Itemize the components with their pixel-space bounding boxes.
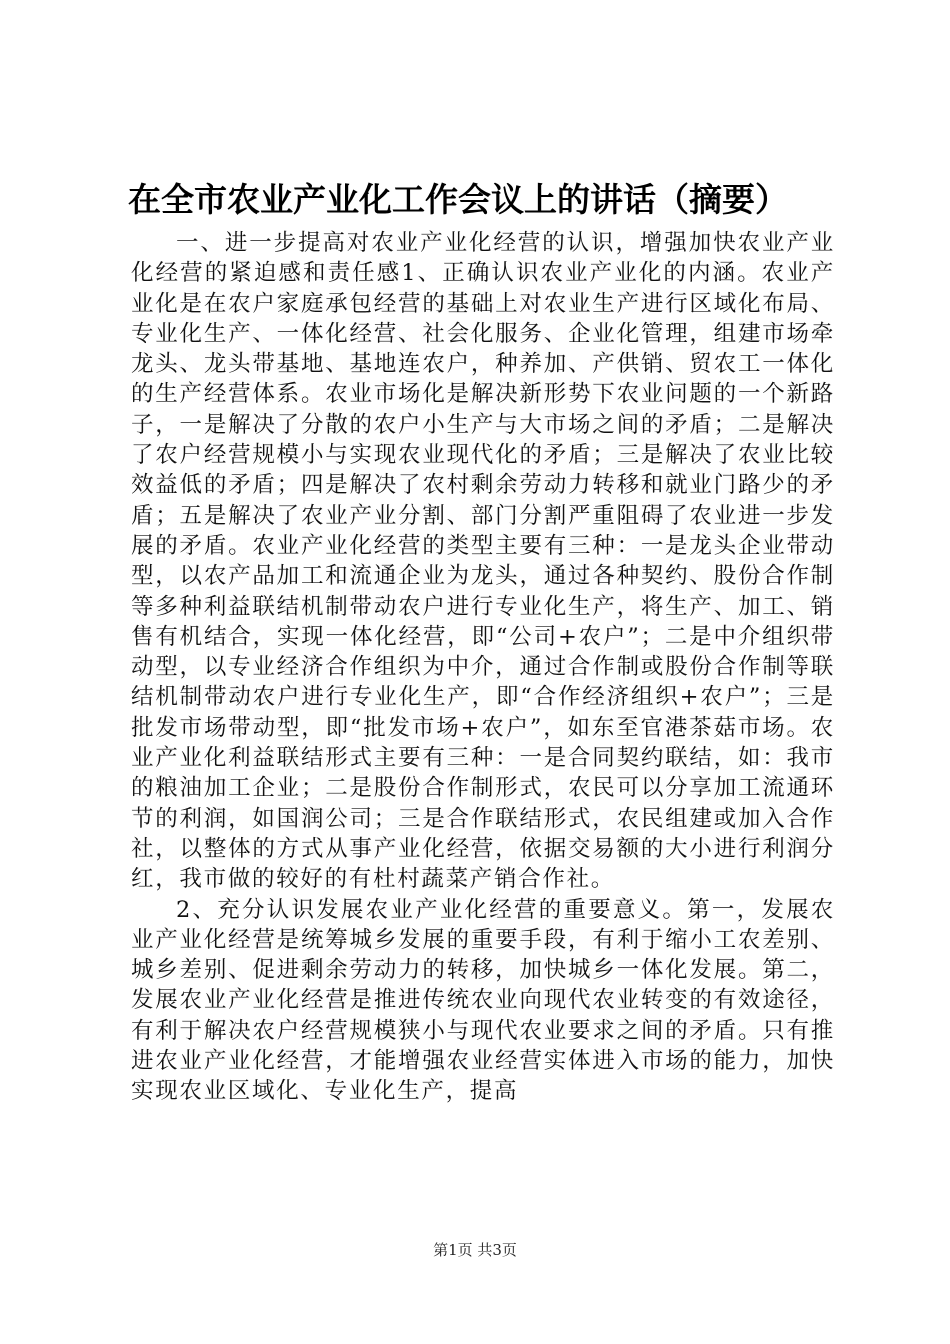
page-title: 在全市农业产业化工作会议上的讲话（摘要）: [128, 180, 788, 219]
page-number-footer: 第1页 共3页: [433, 1241, 517, 1259]
paragraph-1: 一、进一步提高对农业产业化经营的认识，增强加快农业产业化经营的紧迫感和责任感1、正确认识农业产业化的内涵。农业产业化是在农户家庭承包经营的基础上对农业生产进行区域化布局、专业化生产、一体化经营、社会化服务、企业化管理，组建市场牵龙头、龙头带基地、基地连农户，种养加、产供销、贸农工一体化的生产经营体系。农业市场化是解决新形势下农业问题的一个新路子，一是解决了分散的农户小生产与大市场之间的矛盾；二是解决了农户经营规模小与实现农业现代化的矛盾；三是解决了农业比较效益低的矛盾；四是解决了农村剩余劳动力转移和就业门路少的矛盾；五是解决了农业产业分割、部门分割严重阻碍了农业进一步发展的矛盾。农业产业化经营的类型主要有三种：一是龙头企业带动型，以农产品加工和流通企业为龙头，通过各种契约、股份合作制等多种利益联结机制带动农户进行专业化生产，将生产、加工、销售有机结合，实现一体化经营，即“公司+农户”；二是中介组织带动型，以专业经济合作组织为中介，通过合作制或股份合作制等联结机制带动农户进行专业化生产，即“合作经济组织+农户”；三是批发市场带动型，即“批发市场+农户”，如东至官港茶菇市场。农业产业化利益联结形式主要有三种：一是合同契约联结，如：我市的粮油加工企业；二是股份合作制形式，农民可以分享加工流通环节的利润，如国润公司；三是合作联结形式，农民组建或加入合作社，以整体的方式从事产业化经营，依据交易额的大小进行利润分红，我市做的较好的有杜村蔬菜产销合作社。: [131, 230, 835, 893]
paragraph-2: 2、充分认识发展农业产业化经营的重要意义。第一，发展农业产业化经营是统筹城乡发展的重要手段，有利于缩小工农差别、城乡差别、促进剩余劳动力的转移，加快城乡一体化发展。第二，发展农业产业化经营是推进传统农业向现代农业转变的有效途径，有利于解决农户经营规模狭小与现代农业要求之间的矛盾。只有推进农业产业化经营，才能增强农业经营实体进入市场的能力，加快实现农业区域化、专业化生产，提高: [131, 896, 835, 1105]
document-body: [131, 228, 835, 1107]
